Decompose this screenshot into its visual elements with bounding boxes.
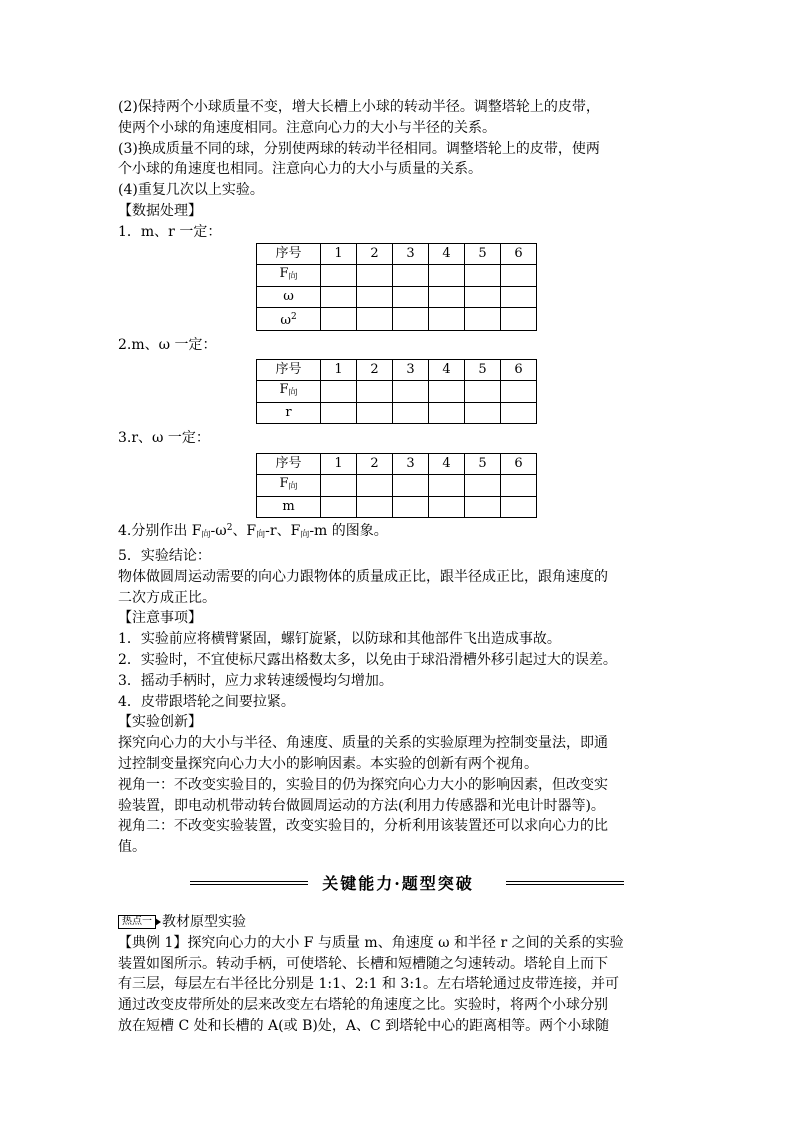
hotspot-heading [118, 912, 678, 933]
header-cell: 3 [393, 454, 429, 475]
table-row [257, 307, 537, 330]
section-heading-data: 【数据处理】 [118, 202, 202, 219]
header-cell: 6 [501, 360, 537, 381]
table1-caption: 1．m、r 一定： [118, 223, 222, 240]
header-cell: 4 [429, 454, 465, 475]
text-line: 放在短槽 C 处和长槽的 A(或 B)处，A、C 到塔轮中心的距离相等。两个小球随 [118, 1017, 610, 1034]
table-row [257, 264, 537, 286]
header-cell: 1 [321, 243, 357, 264]
header-cell: 4 [429, 360, 465, 381]
header-cell: 2 [357, 454, 393, 475]
section-banner [118, 868, 678, 904]
list-item: 2．实验时，不宜使标尺露出格数太多，以免由于球沿滑槽外移引起过大的误差。 [118, 651, 617, 668]
table3-caption: 3.r、ω 一定： [118, 430, 210, 447]
row-label-omega-squared: $\omega^2$ [257, 307, 321, 330]
header-cell: 3 [393, 360, 429, 381]
text-line: 使两个小球的角速度相同。注意向心力的大小与半径的关系。 [118, 119, 496, 136]
section-heading-notes: 【注意事项】 [118, 610, 202, 627]
banner-title: 关键能力·题型突破 [322, 873, 474, 893]
section-heading-innovation: 【实验创新】 [118, 714, 202, 731]
table-header-row [257, 360, 537, 381]
table-m-omega-constant [256, 359, 537, 424]
row-label-mass: m [257, 497, 321, 518]
text-line: 装置如图所示。转动手柄，可使塔轮、长槽和短槽随之匀速转动。塔轮自上而下 [118, 955, 608, 972]
conclusion-title: 5．实验结论： [118, 547, 211, 564]
text-line: 值。 [118, 839, 146, 856]
table-m-r-constant [256, 243, 537, 331]
header-cell: 序号 [257, 243, 321, 264]
row-label-force: $F_向$ [257, 381, 321, 403]
table2-caption: 2.m、ω 一定： [118, 336, 217, 353]
text-line: 二次方成正比。 [118, 589, 216, 606]
header-cell: 6 [501, 243, 537, 264]
table-header-row [257, 454, 537, 475]
table-row [257, 286, 537, 307]
header-cell: 2 [357, 243, 393, 264]
text-line: 验装置，即电动机带动转台做圆周运动的方法(利用力传感器和光电计时器等)。 [118, 797, 605, 814]
text-line: 物体做圆周运动需要的向心力跟物体的质量成正比，跟半径成正比，跟角速度的 [118, 568, 608, 585]
header-cell: 4 [429, 243, 465, 264]
hotspot-badge: 热点一 [118, 915, 156, 929]
table-row [257, 403, 537, 424]
text-line: 有三层，每层左右半径比分别是 1:1、2:1 和 3:1。左右塔轮通过皮带连接，并可 [118, 976, 619, 993]
header-cell: 序号 [257, 454, 321, 475]
header-cell: 5 [465, 454, 501, 475]
header-cell: 5 [465, 243, 501, 264]
list-item: 1．实验前应将横臂紧固，螺钉旋紧，以防球和其他部件飞出造成事故。 [118, 631, 561, 648]
text-line: (4)重复几次以上实验。 [118, 182, 264, 199]
header-cell: 6 [501, 454, 537, 475]
document-page [118, 97, 678, 1037]
header-cell: 3 [393, 243, 429, 264]
row-label-force: $F_向$ [257, 264, 321, 286]
row-label-radius: r [257, 403, 321, 424]
hotspot-title: 教材原型实验 [162, 913, 246, 930]
table-row [257, 381, 537, 403]
header-cell: 2 [357, 360, 393, 381]
header-cell: 5 [465, 360, 501, 381]
row-label-omega: ω [257, 286, 321, 307]
table-header-row [257, 243, 537, 264]
text-line: 过控制变量探究向心力大小的影响因素。本实验的创新有两个视角。 [118, 755, 538, 772]
table-r-omega-constant [256, 453, 537, 518]
text-line: (3)换成质量不同的球，分别使两球的转动半径相同。调整塔轮上的皮带，使两 [118, 140, 600, 157]
header-cell: 1 [321, 360, 357, 381]
text-line: 探究向心力的大小与半径、角速度、质量的关系的实验原理为控制变量法，即通 [118, 735, 608, 752]
list-item: 3．摇动手柄时，应力求转速缓慢均匀增加。 [118, 672, 393, 689]
text-line: 视角一：不改变实验目的，实验目的仍为探究向心力大小的影响因素，但改变实 [118, 776, 608, 793]
header-cell: 序号 [257, 360, 321, 381]
text-line: (2)保持两个小球质量不变，增大长槽上小球的转动半径。调整塔轮上的皮带， [118, 99, 600, 115]
header-cell: 1 [321, 454, 357, 475]
text-line: 【典例 1】探究向心力的大小 F 与质量 m、角速度 ω 和半径 r 之间的关系的实验 [118, 934, 624, 951]
text-line: 通过改变皮带所处的层来改变左右塔轮的角速度之比。实验时，将两个小球分别 [118, 997, 608, 1014]
text-line: 个小球的角速度也相同。注意向心力的大小与质量的关系。 [118, 161, 482, 178]
row-label-force: $F_向$ [257, 475, 321, 497]
text-line: 视角二：不改变实验装置，改变实验目的，分析利用该装置还可以求向心力的比 [118, 818, 608, 835]
list-item: 4．皮带跟塔轮之间要拉紧。 [118, 693, 295, 710]
table-row [257, 475, 537, 497]
item-4-graphs: 4.分别作出 $F_向-\omega^2$、$F_向-r$、$F_向-m$ 的图象。 [118, 523, 388, 541]
table-row [257, 497, 537, 518]
